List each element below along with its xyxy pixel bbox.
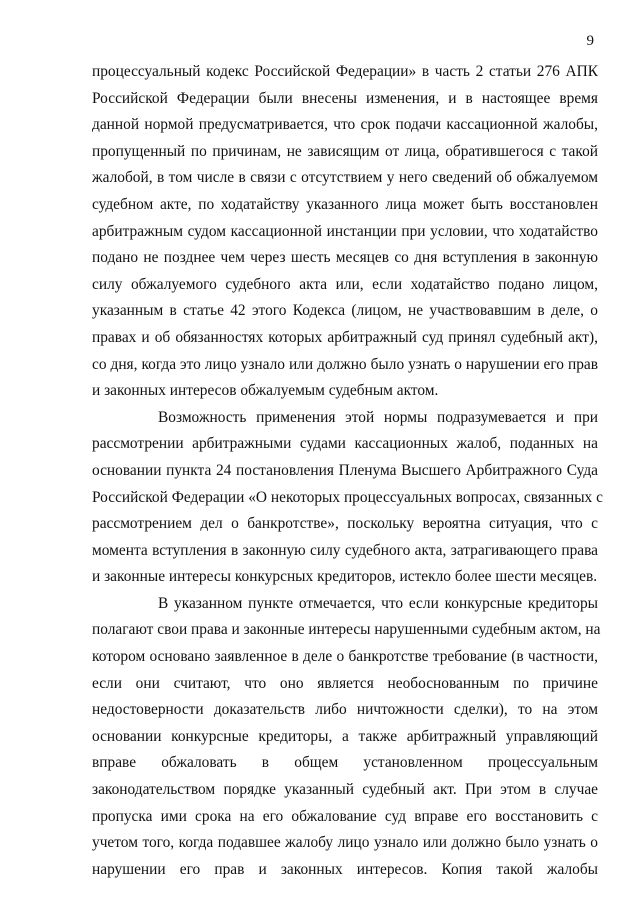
page-number: 9	[586, 33, 594, 49]
text-line: если они считают, что оно является необоснованным по причине	[92, 674, 598, 692]
text-line: указанным в статье 42 этого Кодекса (лицом, не участвовавшим в деле, о	[92, 302, 598, 320]
paragraph-1	[92, 59, 598, 405]
text-line: подано не позднее чем через шесть месяцев со дня вступления в законную	[92, 249, 598, 267]
text-line: силу обжалуемого судебного акта или, если ходатайство подано лицом,	[92, 275, 598, 293]
text-line: Возможность применения этой нормы подразумевается и при	[158, 408, 598, 426]
paragraph-3	[92, 591, 601, 884]
text-line: со дня, когда это лицо узнало или должно было узнать о нарушении его прав	[92, 355, 598, 373]
text-line: жалобой, в том числе в связи с отсутствием у него сведений об обжалуемом	[92, 169, 598, 187]
text-line: момента вступления в законную силу судебного акта, затрагивающего права	[92, 541, 598, 559]
text-line: Российской Федерации «О некоторых процессуальных вопросах, связанных с	[92, 488, 603, 506]
text-line: учетом того, когда подавшее жалобу лицо узнало или должно было узнать о	[92, 834, 598, 852]
text-line: законодательством порядке указанный судебный акт. При этом в случае	[92, 781, 598, 799]
text-line: арбитражным судом кассационной инстанции при условии, что ходатайство	[92, 222, 598, 240]
text-line: Российской Федерации были внесены изменения, и в настоящее время	[92, 89, 598, 107]
text-line: полагают свои права и законные интересы нарушенными судебным актом, на	[92, 621, 601, 639]
text-line: и законных интересов обжалуемым судебным актом.	[92, 382, 439, 400]
document-body	[92, 59, 603, 883]
text-line: пропущенный по причинам, не зависящим от лица, обратившегося с такой	[92, 142, 598, 160]
paragraph-2	[92, 405, 603, 591]
text-line: пропуска ими срока на его обжалование суд вправе его восстановить с	[92, 807, 598, 825]
text-line: вправе обжаловать в общем установленном процессуальным	[92, 754, 598, 772]
text-line: рассмотрении арбитражными судами кассационных жалоб, поданных на	[92, 435, 598, 453]
text-line: процессуальный кодекс Российской Федерации» в часть 2 статьи 276 АПК	[92, 63, 598, 80]
text-line: котором основано заявленное в деле о банкротстве требование (в частности,	[92, 648, 598, 666]
text-line: и законные интересы конкурсных кредиторов, истекло более шести месяцев.	[92, 568, 598, 586]
text-line: В указанном пункте отмечается, что если конкурсные кредиторы	[158, 594, 598, 612]
text-line: судебном акте, по ходатайству указанного лица может быть восстановлен	[92, 195, 598, 213]
text-line: правах и об обязанностях которых арбитражный суд принял судебный акт),	[92, 328, 598, 346]
text-line: нарушении его прав и законных интересов. Копия такой жалобы	[92, 860, 598, 878]
text-line: основании конкурсные кредиторы, а также арбитражный управляющий	[92, 727, 598, 745]
text-line: рассмотрением дел о банкротстве», поскольку вероятна ситуация, что с	[92, 515, 598, 533]
text-line: основании пункта 24 постановления Пленума Высшего Арбитражного Суда	[92, 461, 598, 479]
text-line: данной нормой предусматривается, что срок подачи кассационной жалобы,	[92, 116, 598, 134]
text-line: недостоверности доказательств либо ничтожности сделки), то на этом	[92, 701, 598, 719]
